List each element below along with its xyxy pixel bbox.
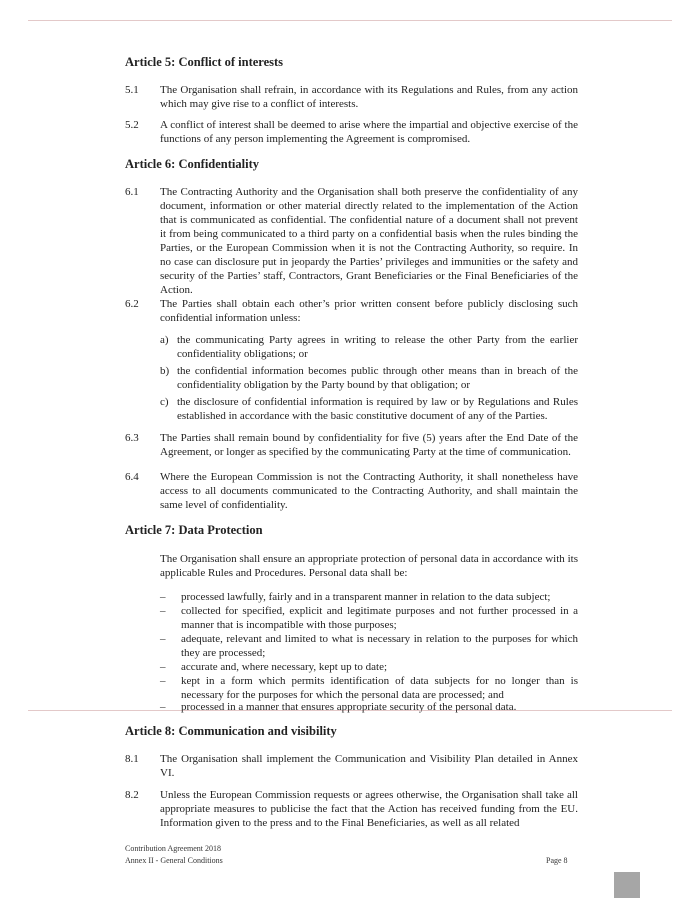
list-item-text: the communicating Party agrees in writing to release the other Party from the earlier confidentiality obligations; or: [177, 334, 578, 360]
clause-text: Where the European Commission is not the Contracting Authority, it shall nonetheless have access to all documents communicated to the Contracting Authority, and shall maintain the same level of confidentiality.: [160, 471, 578, 511]
list-item-label: c): [160, 396, 169, 408]
clause-number: 8.1: [125, 753, 139, 765]
clause-number: 5.2: [125, 119, 139, 131]
list-item-text: accurate and, where necessary, kept up to date;: [181, 661, 388, 673]
clause-text: The Contracting Authority and the Organisation shall both preserve the confidentiality of any document, information or other material directly related to the implementation of the Action that is communicated as confidential. The confidential nature of a document shall not prevent it from being communicated to a third party on a confidential basis when the rules binding the Parties, or the European Commission when it is not the Contracting Authority, so require. In no case can disclosure put in jeopardy the Parties’ privileges and immunities or the safety and security of the Parties’ staff, Contractors, Grant Beneficiaries or the Final Beneficiaries of the Action.: [160, 186, 578, 296]
footer-subtitle: Annex II - General Conditions: [125, 856, 223, 865]
top-rule: [28, 20, 672, 21]
article-5-heading: Article 5: Conflict of interests: [125, 55, 284, 69]
list-item-text: processed in a manner that ensures appropriate security of the personal data.: [181, 701, 517, 713]
article-6-heading: Article 6: Confidentiality: [125, 157, 260, 171]
list-item-label: b): [160, 365, 170, 377]
clause-number: 5.1: [125, 84, 139, 96]
list-item: [160, 604, 578, 632]
clause-number: 6.4: [125, 471, 139, 483]
list-item: [160, 395, 578, 423]
data-protection-intro: The Organisation shall ensure an appropriate protection of personal data in accordance with its applicable Rules and Procedures. Personal data shall be:: [160, 553, 578, 579]
bullet-dash: –: [160, 605, 166, 617]
list-item-label: a): [160, 334, 169, 346]
clause-number: 6.3: [125, 432, 139, 444]
bullet-dash: –: [160, 701, 166, 713]
clause-number: 8.2: [125, 789, 139, 801]
list-item-text: adequate, relevant and limited to what is necessary in relation to the purposes for which they are processed;: [181, 633, 578, 659]
list-item: [160, 660, 578, 674]
clause-text: The Organisation shall refrain, in accordance with its Regulations and Rules, from any action which may give rise to a conflict of interests.: [160, 84, 578, 110]
list-item: [160, 333, 578, 361]
list-item: [160, 700, 578, 714]
list-item-text: the confidential information becomes public through other means than in breach of the confidentiality obligation by the Party bound by that obligation; or: [177, 365, 578, 391]
list-item: [160, 364, 578, 392]
footer-title: Contribution Agreement 2018: [125, 844, 221, 853]
clause-text: The Parties shall remain bound by confidentiality for five (5) years after the End Date of the Agreement, or longer as specified by the communicating Party at the time of communication.: [160, 432, 578, 458]
list-item-text: processed lawfully, fairly and in a transparent manner in relation to the data subject;: [181, 591, 551, 603]
corner-marker: [614, 872, 640, 898]
list-item: [160, 674, 578, 702]
bullet-dash: –: [160, 675, 166, 687]
list-item-text: the disclosure of confidential information is required by law or by Regulations and Rules established in accordance with the basic constitutive document of any of the Parties.: [177, 396, 578, 422]
clause-text: The Parties shall obtain each other’s prior written consent before publicly disclosing such confidential information unless:: [160, 298, 578, 324]
clause-text: The Organisation shall implement the Communication and Visibility Plan detailed in Annex VI.: [160, 753, 578, 779]
list-item: [160, 632, 578, 660]
list-item-text: kept in a form which permits identification of data subjects for no longer than is necessary for the purposes for which the personal data are processed; and: [181, 675, 578, 701]
clause-number: 6.1: [125, 186, 139, 198]
page-number: Page 8: [546, 856, 568, 865]
bullet-dash: –: [160, 661, 166, 673]
clause-text: Unless the European Commission requests or agrees otherwise, the Organisation shall take all appropriate measures to publicise the fact that the Action has received funding from the EU. Information given to the press and to the Final Beneficiaries, as well as all related: [160, 789, 578, 829]
clause-text: A conflict of interest shall be deemed to arise where the impartial and objective exercise of the functions of any person implementing the Agreement is compromised.: [160, 119, 578, 145]
list-item: [160, 590, 578, 604]
article-8-heading: Article 8: Communication and visibility: [125, 724, 337, 738]
bullet-dash: –: [160, 591, 166, 603]
bullet-dash: –: [160, 633, 166, 645]
clause-number: 6.2: [125, 298, 139, 310]
list-item-text: collected for specified, explicit and legitimate purposes and not further processed in a manner that is incompatible with those purposes;: [181, 605, 578, 631]
article-7-heading: Article 7: Data Protection: [125, 523, 263, 537]
